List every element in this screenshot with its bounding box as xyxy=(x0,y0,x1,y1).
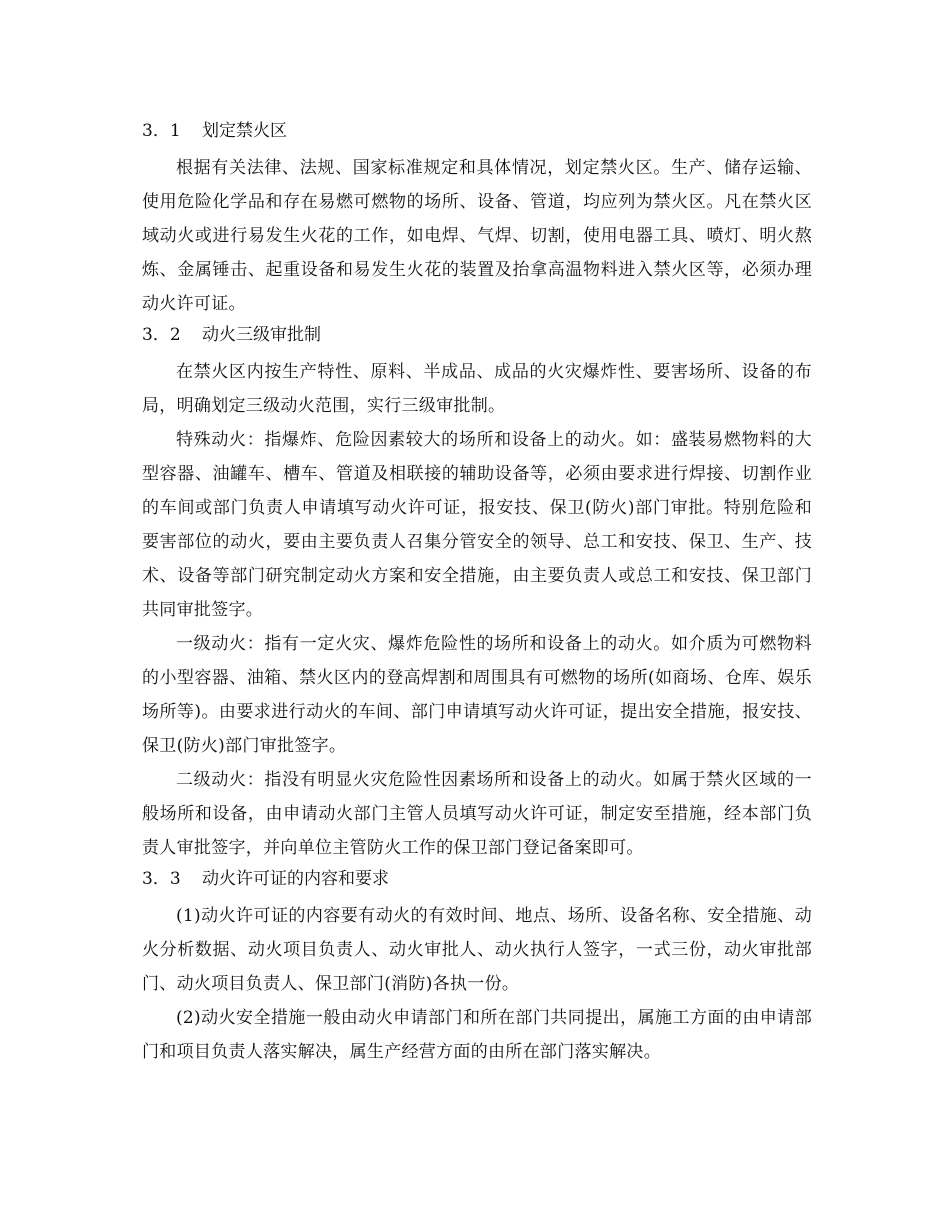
section-heading xyxy=(142,321,812,349)
paragraph: 二级动火：指没有明显火灾危险性因素场所和设备上的动火。如属于禁火区域的一般场所和设备，由申请动火部门主管人员填写动火许可证，制定安至措施，经本部门负责人审批签字，并向单位主管防火工作的保卫部门登记备案即可。 xyxy=(142,770,812,858)
section-number: 3．1 xyxy=(142,121,181,141)
section-title: 动火三级审批制 xyxy=(202,325,321,345)
paragraph: 一级动火：指有一定火灾、爆炸危险性的场所和设备上的动火。如介质为可燃物料的小型容器、油箱、禁火区内的登高焊割和周围具有可燃物的场所(如商场、仓库、娱乐场所等)。由要求进行动火的车间、部门申请填写动火许可证，提出安全措施，报安技、保卫(防火)部门审批签字。 xyxy=(142,634,812,756)
paragraph: (1)动火许可证的内容要有动火的有效时间、地点、场所、设备名称、安全措施、动火分析数据、动火项目负责人、动火审批人、动火执行人签字，一式三份，动火审批部门、动火项目负责人、保卫部门(消防)各执一份。 xyxy=(142,906,812,994)
section-title: 动火许可证的内容和要求 xyxy=(202,869,389,889)
paragraph: (2)动火安全措施一般由动火申请部门和所在部门共同提出，属施工方面的由申请部门和项目负责人落实解决，属生产经营方面的由所在部门落实解决。 xyxy=(142,1008,812,1062)
document-body xyxy=(142,117,812,1069)
section-number: 3．3 xyxy=(142,869,181,889)
section-number: 3．2 xyxy=(142,325,181,345)
paragraph: 在禁火区内按生产特性、原料、半成品、成品的火灾爆炸性、要害场所、设备的布局，明确划定三级动火范围，实行三级审批制。 xyxy=(142,362,812,416)
section-title: 划定禁火区 xyxy=(202,121,287,141)
paragraph: 根据有关法律、法规、国家标准规定和具体情况，划定禁火区。生产、储存运输、使用危险化学品和存在易燃可燃物的场所、设备、管道，均应列为禁火区。凡在禁火区域动火或进行易发生火花的工作，如电焊、气焊、切割，使用电器工具、喷灯、明火熬炼、金属锤击、起重设备和易发生火花的装置及抬拿高温物料进入禁火区等，必须办理动火许可证。 xyxy=(142,158,812,314)
section-heading xyxy=(142,117,812,145)
paragraph: 特殊动火：指爆炸、危险因素较大的场所和设备上的动火。如：盛装易燃物料的大型容器、油罐车、槽车、管道及相联接的辅助设备等，必须由要求进行焊接、切割作业的车间或部门负责人申请填写动火许可证，报安技、保卫(防火)部门审批。特别危险和要害部位的动火，要由主要负责人召集分管安全的领导、总工和安技、保卫、生产、技术、设备等部门研究制定动火方案和安全措施，由主要负责人或总工和安技、保卫部门共同审批签字。 xyxy=(142,430,812,620)
section-heading xyxy=(142,865,812,893)
